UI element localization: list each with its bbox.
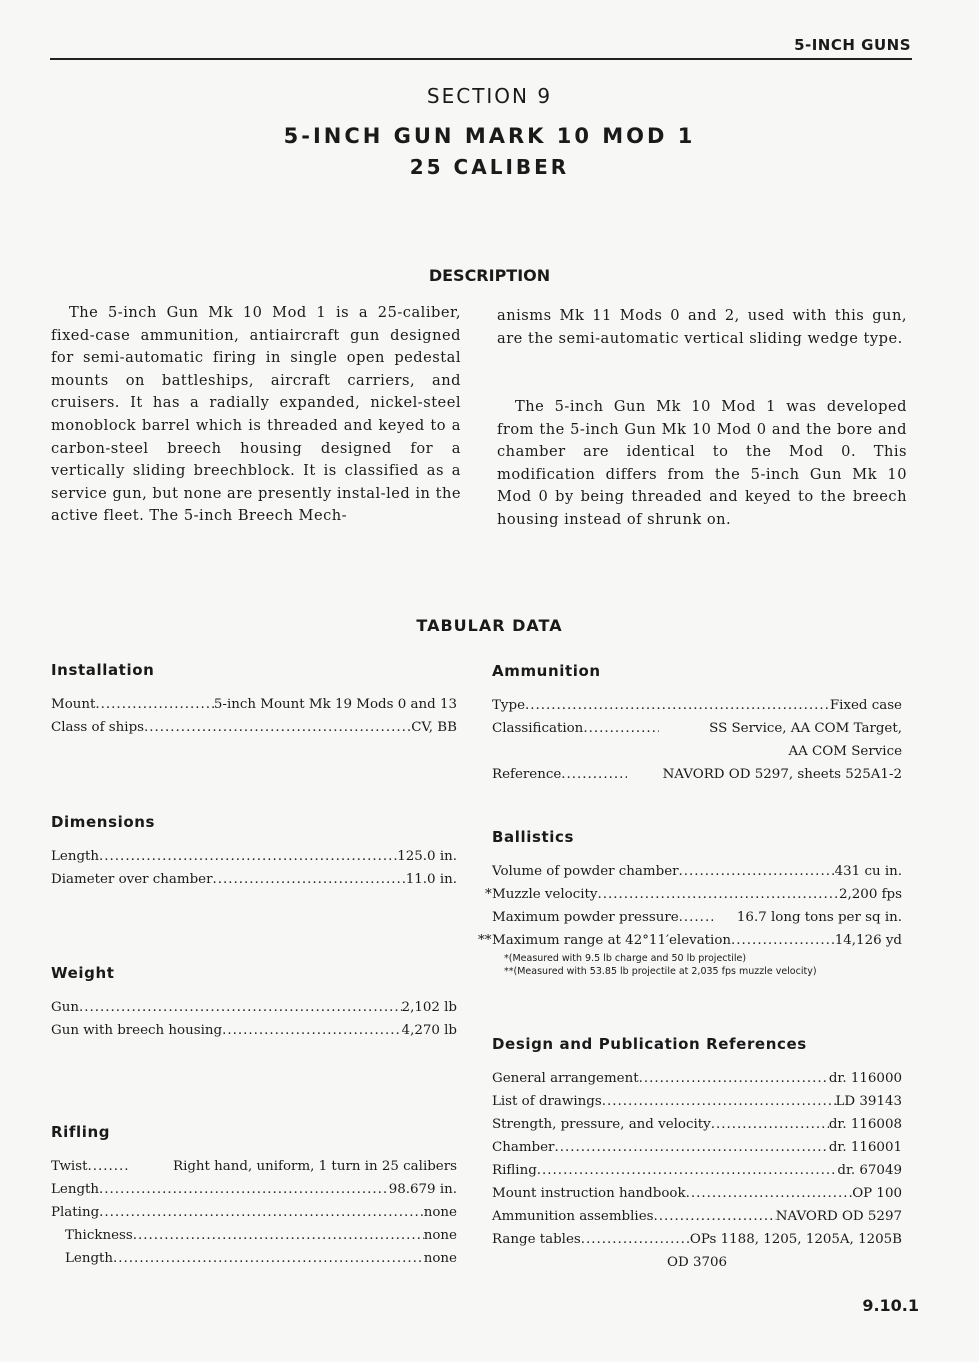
ammunition-group <box>492 662 902 786</box>
data-row <box>51 1224 457 1247</box>
dimensions-title: Dimensions <box>51 813 156 831</box>
data-row <box>492 717 902 740</box>
leader-dots <box>686 1182 853 1205</box>
data-row <box>492 1090 902 1113</box>
leader-dots <box>113 1247 424 1270</box>
row-label: Thickness <box>65 1228 133 1243</box>
row-label: Range tables <box>492 1232 581 1247</box>
row-value: OP 100 <box>852 1186 902 1201</box>
data-row <box>51 1019 457 1042</box>
description-paragraph-1: The 5-inch Gun Mk 10 Mod 1 is a 25-caliber, fixed-case ammunition, antiaircraft gun designed for semi-automatic firing in single open pedestal mounts on battleships, aircraft carriers, and cruisers. It has a radially expanded, nickel-steel monoblock barrel which is threaded and keyed to a carbon-steel breech housing designed for a vertically sliding breechblock. It is classified as a service gun, but none are presently instal-led in the active fleet. The 5-inch Breech Mech- <box>51 304 461 525</box>
row-value: 11.0 in. <box>405 872 457 887</box>
leader-dots <box>602 1090 836 1113</box>
leader-dots <box>144 716 411 739</box>
row-label: Length <box>51 849 100 864</box>
rifling-title: Rifling <box>51 1123 111 1141</box>
row-label: Length <box>65 1251 114 1266</box>
data-row <box>51 845 457 868</box>
data-row <box>51 1178 457 1201</box>
data-row <box>51 1247 457 1270</box>
references-title: Design and Publication References <box>492 1035 807 1053</box>
row-label: Type <box>492 698 525 713</box>
row-value: LD 39143 <box>835 1094 902 1109</box>
footnote-mark: ** <box>478 933 492 948</box>
leader-dots <box>679 906 713 929</box>
data-row <box>51 868 457 891</box>
weight-group <box>51 964 457 1042</box>
row-label: Volume of powder chamber <box>492 864 679 879</box>
section-subtitle: 25 CALIBER <box>409 155 570 179</box>
row-value: 14,126 yd <box>834 933 902 948</box>
running-title: 5-INCH GUNS <box>794 36 911 54</box>
row-value: SS Service, AA COM Target, <box>709 721 902 736</box>
references-group <box>492 1035 902 1274</box>
row-label: Gun <box>51 1000 79 1015</box>
weight-title: Weight <box>51 964 115 982</box>
row-value: OPs 1188, 1205, 1205A, 1205B <box>689 1232 902 1247</box>
data-row <box>51 716 457 739</box>
ballistics-group <box>478 828 902 978</box>
rifling-group <box>51 1123 457 1270</box>
leader-dots <box>679 860 835 883</box>
leader-dots <box>222 1019 401 1042</box>
row-value: dr. 67049 <box>837 1163 902 1178</box>
leader-dots <box>213 868 406 891</box>
ammunition-title: Ammunition <box>492 662 601 680</box>
row-label: Chamber <box>492 1140 555 1155</box>
row-label: Diameter over chamber <box>51 872 213 887</box>
row-value: dr. 116000 <box>828 1071 902 1086</box>
row-label: Mount instruction handbook <box>492 1186 686 1201</box>
row-value: Fixed case <box>829 698 902 713</box>
data-row <box>492 1205 902 1228</box>
data-row <box>492 1182 902 1205</box>
leader-dots <box>731 929 835 952</box>
leader-dots <box>99 1201 424 1224</box>
description-heading: DESCRIPTION <box>428 266 551 285</box>
data-row <box>51 1201 457 1224</box>
row-value: 431 cu in. <box>834 864 902 879</box>
leader-dots <box>711 1113 829 1136</box>
row-value: 5-inch Mount Mk 19 Mods 0 and 13 <box>213 697 457 712</box>
leader-dots <box>99 845 397 868</box>
row-value: 16.7 long tons per sq in. <box>736 910 902 925</box>
row-label: Gun with breech housing <box>51 1023 223 1038</box>
row-value: 2,102 lb <box>401 1000 457 1015</box>
row-value: 98.679 in. <box>388 1182 457 1197</box>
leader-dots <box>537 1159 838 1182</box>
row-value: NAVORD OD 5297, sheets 525A1-2 <box>662 767 902 782</box>
data-row <box>492 1136 902 1159</box>
row-value: NAVORD OD 5297 <box>775 1209 902 1224</box>
leader-dots <box>654 1205 776 1228</box>
data-row <box>492 1228 902 1251</box>
row-label: General arrangement <box>492 1071 639 1086</box>
row-label: List of drawings <box>492 1094 602 1109</box>
data-row <box>492 1159 902 1182</box>
row-value: none <box>423 1251 457 1266</box>
row-value: none <box>423 1228 457 1243</box>
row-label: Class of ships <box>51 720 145 735</box>
leader-dots <box>561 763 627 786</box>
ballistics-title: Ballistics <box>492 828 575 846</box>
data-row <box>492 860 902 883</box>
section-number: SECTION 9 <box>426 84 553 108</box>
row-label: Ammunition assemblies <box>492 1209 654 1224</box>
page-number: 9.10.1 <box>862 1296 919 1315</box>
description-paragraph-3: The 5-inch Gun Mk 10 Mod 1 was developed from the 5-inch Gun Mk 10 Mod 0 and the bore and chamber are identical to the Mod 0. This modification differs from the 5-inch Gun Mk 10 Mod 0 by being threaded and keyed to the breech housing instead of shrunk on. <box>497 398 907 528</box>
row-value: none <box>423 1205 457 1220</box>
row-value: 2,200 fps <box>839 887 902 902</box>
leader-dots <box>581 1228 690 1251</box>
row-label: Strength, pressure, and velocity <box>492 1117 711 1132</box>
data-row <box>492 1113 902 1136</box>
leader-dots <box>133 1224 424 1247</box>
data-row <box>51 693 457 716</box>
description-paragraph-2: anisms Mk 11 Mods 0 and 2, used with this gun, are the semi-automatic vertical sliding wedge type. <box>497 307 907 347</box>
section-title: 5-INCH GUN MARK 10 MOD 1 <box>283 124 696 148</box>
data-row <box>51 1155 457 1178</box>
row-value: Right hand, uniform, 1 turn in 25 calibers <box>172 1159 457 1174</box>
row-value: 125.0 in. <box>397 849 457 864</box>
row-value: 4,270 lb <box>401 1023 457 1038</box>
leader-dots <box>87 1155 129 1178</box>
row-value: dr. 116008 <box>828 1117 902 1132</box>
row-label: Maximum powder pressure <box>492 910 679 925</box>
leader-dots <box>639 1067 829 1090</box>
row-label: Maximum range at 42°11′elevation <box>492 933 732 948</box>
installation-title: Installation <box>51 661 155 679</box>
classification-continued: AA COM Service <box>788 744 902 759</box>
leader-dots <box>79 996 402 1019</box>
leader-dots <box>583 717 659 740</box>
installation-group <box>51 661 457 739</box>
tabular-data-heading: TABULAR DATA <box>416 616 563 635</box>
row-value: CV, BB <box>411 720 457 735</box>
row-label: Rifling <box>492 1163 537 1178</box>
row-value: dr. 116001 <box>828 1140 902 1155</box>
row-label: Muzzle velocity <box>492 887 598 902</box>
leader-dots <box>95 693 214 716</box>
leader-dots <box>99 1178 389 1201</box>
data-row <box>492 694 902 717</box>
footnote: **(Measured with 53.85 lb projectile at 2,035 fps muzzle velocity) <box>504 966 817 977</box>
data-row <box>492 763 902 786</box>
row-label: Twist <box>51 1159 88 1174</box>
row-label: Length <box>51 1182 100 1197</box>
data-row <box>485 883 902 906</box>
row-label: Classification <box>492 721 584 736</box>
footnote-mark: * <box>485 887 492 902</box>
row-label: Plating <box>51 1205 100 1220</box>
footnote: *(Measured with 9.5 lb charge and 50 lb projectile) <box>504 953 747 964</box>
leader-dots <box>597 883 839 906</box>
header-rule <box>50 58 912 60</box>
data-row <box>492 1067 902 1090</box>
leader-dots <box>554 1136 828 1159</box>
dimensions-group <box>51 813 457 891</box>
row-label: Mount <box>51 697 96 712</box>
data-row <box>51 996 457 1019</box>
range-tables-continued: OD 3706 <box>666 1255 728 1270</box>
leader-dots <box>525 694 830 717</box>
row-label: Reference <box>492 767 562 782</box>
data-row <box>478 929 902 952</box>
data-row <box>492 906 902 929</box>
